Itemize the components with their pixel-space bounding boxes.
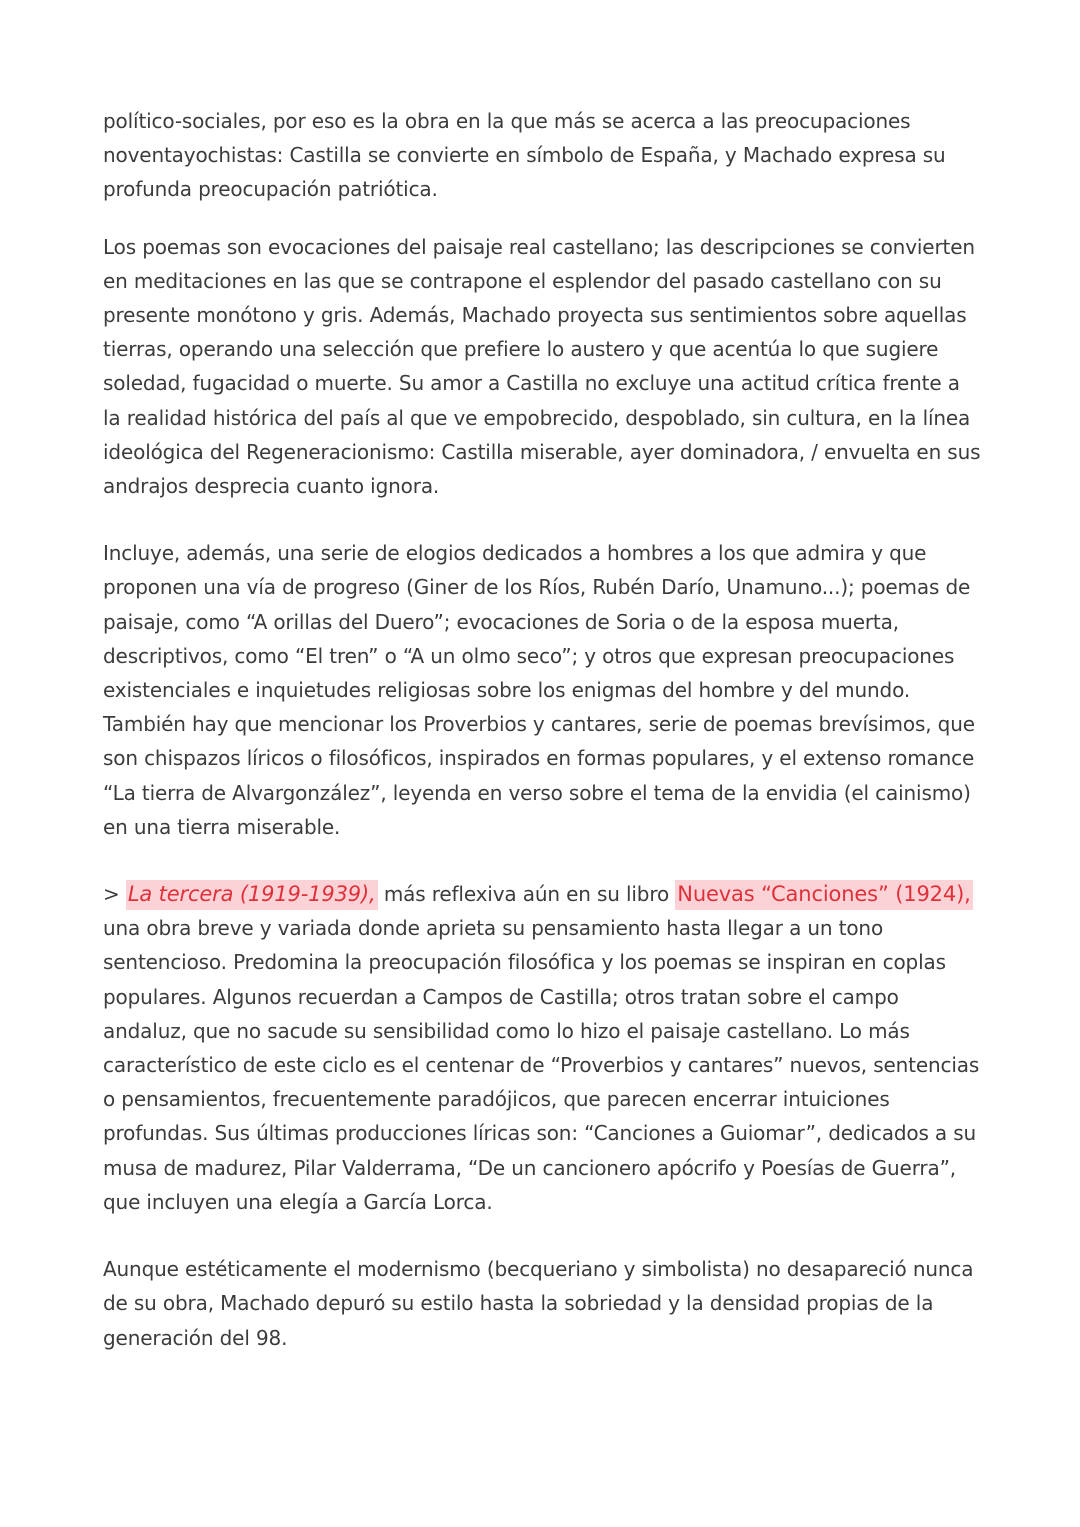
paragraph-political-social: político-sociales, por eso es la obra en la que más se acerca a las preocupaciones noventayochistas: Castilla se convierte en símbolo de España, y Machado expresa su profunda preocupación patriótica. [103,109,946,202]
paragraph-castilian-landscape: Los poemas son evocaciones del paisaje real castellano; las descripciones se convierten en meditaciones en las que se contrapone el esplendor del pasado castellano con su presente monótono y gris. Además, Machado proyecta sus sentimientos sobre aquellas tierras, operando una selección que prefiere lo austero y que acentúa lo que sugiere soledad, fugacidad o muerte. Su amor a Castilla no excluye una actitud crítica frente a la realidad histórica del país al que ve empobrecido, despoblado, sin cultura, en la línea ideológica del Regeneracionismo: Castilla miserable, ayer dominadora, / envuelta en sus andrajos desprecia cuanto ignora. [103,234,981,499]
highlight-la-tercera: La tercera (1919-1939), [126,880,378,910]
paragraph-third-stage [103,877,983,1219]
highlight-nuevas-canciones: Nuevas “Canciones” (1924), [675,880,972,910]
document-page [103,104,983,1355]
paragraph-text-reflexiva: más reflexiva aún en su libro [383,882,670,907]
paragraph-text-obra-breve: una obra breve y variada donde aprieta su pensamiento hasta llegar a un tono sentencioso. Predomina la preocupación filosófica y los poemas se inspiran en coplas populares. Algunos recuerdan a Campos de Castilla; otros tratan sobre el campo andaluz, que no sacude su sensibilidad como lo hizo el paisaje castellano. Lo más característico de este ciclo es el centenar de “Proverbios y cantares” nuevos, sentencias o pensamientos, frecuentemente paradójicos, que parecen encerrar intuiciones profundas. Sus últimas producciones líricas son: “Canciones a Guiomar”, dedicados a su musa de madurez, Pilar Valderrama, “De un cancionero apócrifo y Poesías de Guerra”, que incluyen una elegía a García Lorca. [103,916,980,1214]
paragraph-marker: > [103,882,120,907]
paragraph-modernismo: Aunque estéticamente el modernismo (becqueriano y simbolista) no desapareció nunca de su obra, Machado depuró su estilo hasta la sobriedad y la densidad propias de la generación del 98. [103,1257,974,1350]
paragraph-elogios: Incluye, además, una serie de elogios dedicados a hombres a los que admira y que proponen una vía de progreso (Giner de los Ríos, Rubén Darío, Unamuno...); poemas de paisaje, como “A orillas del Duero”; evocaciones de Soria o de la esposa muerta, descriptivos, como “El tren” o “A un olmo seco”; y otros que expresan preocupaciones existenciales e inquietudes religiosas sobre los enigmas del hombre y del mundo. También hay que mencionar los Proverbios y cantares, serie de poemas brevísimos, que son chispazos líricos o filosóficos, inspirados en formas populares, y el extenso romance “La tierra de Alvargonzález”, leyenda en verso sobre el tema de la envidia (el cainismo) en una tierra miserable. [103,541,975,839]
